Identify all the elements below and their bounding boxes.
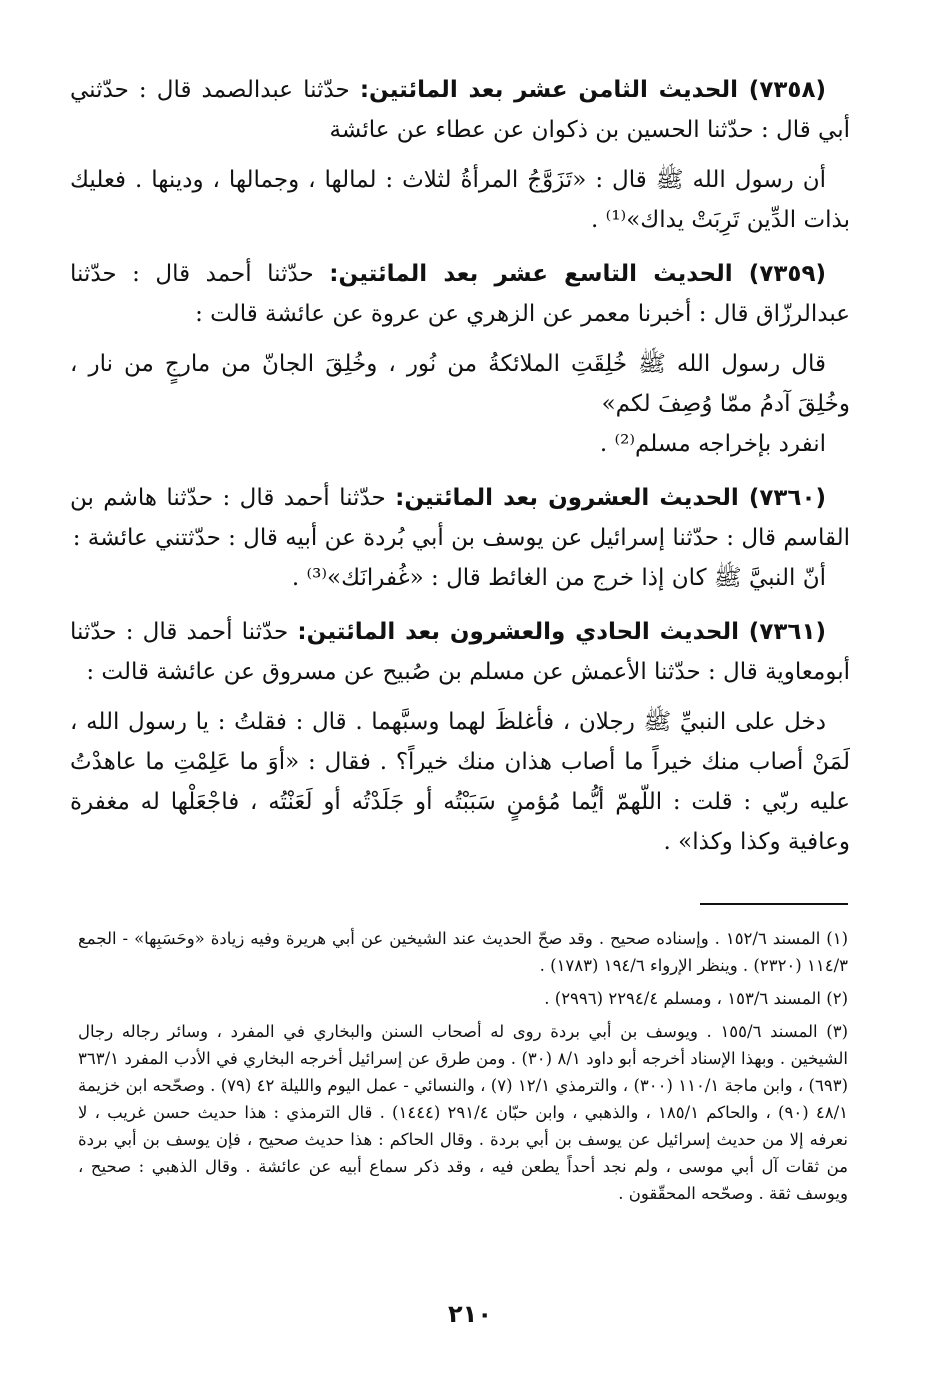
footnote-3: (٣) المسند ١٥٥/٦ . ويوسف بن أبي بردة روى له أصحاب السنن والبخاري في المفرد ، وسائر رجاله رجال الشيخين . وبهذا الإسناد أخرجه أبو داود ٨/١ (٣٠) . ومن طرق عن إسرائيل أخرجه البخاري في الأدب المفرد ٣٦٣/١ (٦٩٣) ، وابن ماجة ١١٠/١ (٣٠٠) ، والترمذي ١٢/١ (٧) ، والنسائي - عمل اليوم والليلة ٤٢ (٧٩) . وصحّحه ابن خزيمة ٤٨/١ (٩٠) ، والحاكم ١٨٥/١ ، والذهبي ، وابن حبّان ٢٩١/٤ (١٤٤٤) . قال الترمذي : هذا حديث حسن غريب ، لا نعرفه إلا من حديث إسرائيل عن يوسف بن أبي بردة . وقال الحاكم : هذا حديث صحيح ، فإن يوسف بن أبي بردة من ثقات آل أبي موسى ، ولم نجد أحداً يطعن فيه ، وقد ذكر سماع أبيه عن عائشة . وقال الذهبي : صحيح ، ويوسف ثقة . وصحّحه المحقّقون . [78,1022,849,1203]
footnotes [78,925,848,1213]
hadith-opening [70,70,850,150]
hadith-matn: أنّ النبيَّ ﷺ كان إذا خرج من الغائط قال : «غُفرانَك»⁽³⁾ . [291,565,826,591]
footnote-2: (٢) المسند ١٥٣/٦ ، ومسلم ٢٢٩٤/٤ (٢٩٩٦) . [544,989,848,1008]
hadith-takhrij: انفرد بإخراجه مسلم⁽²⁾ . [599,431,826,457]
hadith-heading: (٧٣٥٨) الحديث الثامن عشر بعد المائتين: [359,77,826,103]
footnote-separator [700,903,848,905]
page-number: ٢١٠ [448,1300,492,1328]
hadith-opening [70,478,850,558]
hadith-matn: دخل على النبيِّ ﷺ رجلان ، فأغلظَ لهما وسبَّهما . قال : فقلتُ : يا رسول الله ، لَمَنْ أصاب منك خيراً ما أصاب هذان منك خيراً؟ . فقال : «أوَ ما عَلِمْتِ ما عاهدْتُ عليه ربّي : قلت : اللّهمّ أيُّما مُؤمنٍ سَبَبْتُه أو جَلَدْتُه أو لَعَنْتُه ، فاجْعَلْها له مغفرة وعافية وكذا وكذا» . [70,709,850,855]
hadith-isnad: حدّثنا أحمد قال : حدّثنا أبومعاوية قال : حدّثنا الأعمش عن مسلم بن صُبيح عن مسروق عن عائشة قالت : [70,619,850,685]
hadith-7358 [70,70,850,240]
hadith-isnad: حدّثنا أحمد قال : حدّثنا هاشم بن القاسم قال : حدّثنا إسرائيل عن يوسف بن أبي بُردة عن أبيه قال : حدّثتني عائشة : [70,485,850,551]
hadith-heading: (٧٣٦١) الحديث الحادي والعشرون بعد المائتين: [297,619,826,645]
hadith-opening [70,254,850,334]
hadith-opening [70,612,850,692]
hadith-matn: أن رسول الله ﷺ قال : «تَزَوَّجُ المرأةُ لثلاث : لمالها ، وجمالها ، ودينها . فعليك بذات الدِّين تَرِبَتْ يداك»⁽¹⁾ . [70,167,850,233]
hadith-heading: (٧٣٦٠) الحديث العشرون بعد المائتين: [395,485,826,511]
hadith-isnad: حدّثنا أحمد قال : حدّثنا عبدالرزّاق قال : أخبرنا معمر عن الزهري عن عروة عن عائشة قالت : [70,261,850,327]
footnote-1: (١) المسند ١٥٢/٦ . وإسناده صحيح . وقد صحّ الحديث عند الشيخين عن أبي هريرة وفيه زيادة «وحَسَبِها» - الجمع ١١٤/٣ (٢٣٢٠) . وينظر الإرواء ١٩٤/٦ (١٧٨٣) . [78,929,849,975]
main-text [70,70,850,876]
hadith-isnad: حدّثنا عبدالصمد قال : حدّثني أبي قال : حدّثنا الحسين بن ذكوان عن عطاء عن عائشة [70,77,850,143]
hadith-7361 [70,612,850,862]
hadith-heading: (٧٣٥٩) الحديث التاسع عشر بعد المائتين: [329,261,826,287]
hadith-7359 [70,254,850,464]
hadith-7360 [70,478,850,598]
hadith-matn: قال رسول الله ﷺ خُلِقَتِ الملائكةُ من نُور ، وخُلِقَ الجانّ من مارجٍ من نار ، وخُلِقَ آدمُ ممّا وُصِفَ لكم» [70,351,850,417]
